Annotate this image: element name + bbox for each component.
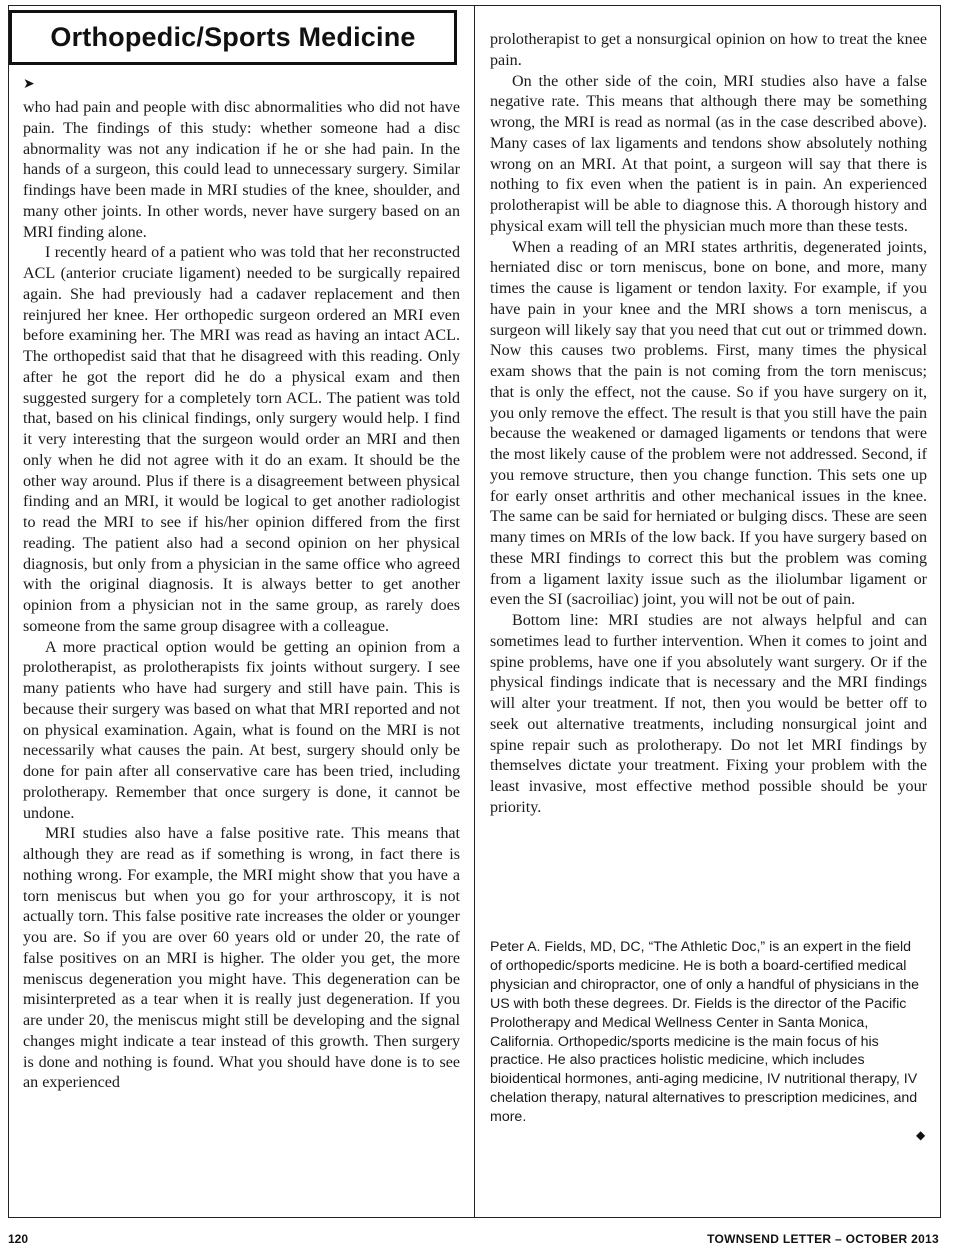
author-bio: Peter A. Fields, MD, DC, “The Athletic Doc,” is an expert in the field of orthopedic/sports medicine. He is both a board-certified medical physician and chiropractor, one of only a handful of physicians in the US with both these degrees. Dr. Fields is the director of the Pacific Prolotherapy and Medical Wellness Center in Santa Monica, California. Orthopedic/sports medicine is the main focus of his practice. He also practices holistic medicine, which includes bioidentical hormones, anti-aging medicine, IV nutritional therapy, IV chelation therapy, natural alternatives to prescription medicines, and more. [490, 939, 920, 1126]
continued-arrow-icon: ➤ [23, 76, 35, 92]
end-of-article-diamond-icon: ◆ [916, 1128, 926, 1142]
section-header-box [9, 10, 457, 65]
left-column [23, 98, 460, 1094]
paragraph: On the other side of the coin, MRI studies also have a false negative rate. This means that although there may be something wrong, the MRI is read as normal (as in the case described above). Many cases of lax ligaments and tendons show absolutely nothing wrong on an MRI. At that point, a surgeon will say that there is nothing to fix even when the patient is in pain. An experienced prolotherapist will be able to diagnose this. A thorough history and physical exam will tell the physician much more than these tests. [490, 72, 927, 235]
page-number: 120 [8, 1232, 29, 1246]
paragraph: Bottom line: MRI studies are not always helpful and can sometimes lead to further intervention. When it comes to joint and spine problems, have one if you absolutely want surgery. Or if the physical findings indicate that is necessary and the MRI findings will alter your treatment. If not, then you would be better off to seek out alternative treatments, including nonsurgical joint and spine repair such as prolotherapy. Do not let MRI findings by themselves dictate your treatment. Fixing your problem with the least invasive, most effective method possible should be your priority. [490, 612, 927, 816]
paragraph: A more practical option would be getting an opinion from a prolotherapist, as prolotherapists fix joints without surgery. I see many patients who have had surgery and still have pain. This is because their surgery was based on what that MRI reported and not on physical examination. Again, what is found on the MRI is not necessarily what causes the pain. At best, surgery should only be done for pain after all conservative care has been tried, including prolotherapy. Remember that once surgery is done, it cannot be undone. [23, 638, 460, 822]
section-title: Orthopedic/Sports Medicine [50, 22, 416, 52]
paragraph: I recently heard of a patient who was told that her reconstructed ACL (anterior cruciate ligament) needed to be surgically repaired again. She had previously had a cadaver replacement and then reinjured her knee. Her orthopedic surgeon ordered an MRI even before examining her. The MRI was read as having an intact ACL. The orthopedist said that that he disagreed with this reading. Only after he got the report did he do a physical exam and then suggested surgery for a completely torn ACL. The patient was told that, based on his clinical findings, only surgery would help. I find it very interesting that the surgeon would order an MRI and then only when he did not agree with it do an exam. It should be the other way around. Plus if there is a disagreement between physical finding and an MRI, it would be logical to get another radiologist to read the MRI to see if his/her opinion differed from the first reading. The patient also had a second opinion on her physical diagnosis, but only from a physician in the same office who agreed with the original diagnosis. It is always better to get another opinion from a physician not in the same group, as rarely does someone from the same group disagree with a colleague. [23, 244, 460, 635]
right-column [490, 30, 927, 819]
paragraph: who had pain and people with disc abnormalities who did not have pain. The findings of this study: whether someone had a disc abnormality was not any indication if he or she had pain. In the hands of a surgeon, this could lead to unnecessary surgery. Similar findings have been made in MRI studies of the knee, shoulder, and many other joints. In other words, never have surgery based on an MRI finding alone. [23, 99, 460, 241]
column-divider [474, 5, 475, 1218]
publication-footer: TOWNSEND LETTER – OCTOBER 2013 [707, 1232, 939, 1246]
paragraph: MRI studies also have a false positive rate. This means that although they are read as if something is wrong, in fact there is nothing wrong. For example, the MRI might show that you have a torn meniscus but when you go for your arthroscopy, it is not actually torn. This false positive rate increases the older or younger you are. So if you are over 60 years old or under 20, the rate of false positives on an MRI is higher. The older you get, the more meniscus degeneration you might have. This degeneration can be misinterpreted as a tear when it is really just degeneration. If you are under 20, the meniscus might still be developing and the signal changes might indicate a tear instead of this growth. Then surgery is done and nothing is found. What you should have done is to see an experienced [23, 825, 460, 1092]
paragraph: When a reading of an MRI states arthritis, degenerated joints, herniated disc or torn meniscus, bone on bone, and more, many times the cause is ligament or tendon laxity. For example, if you have pain in your knee and the MRI shows a torn meniscus, a surgeon will likely say that you need that cut out or trimmed down. Now this causes two problems. First, many times the physical exam shows that the pain is not coming from the torn meniscus; that is only the effect, not the cause. So if you have surgery on it, you only remove the effect. The result is that you still have the pain because the weakened or damaged ligaments or tendons that were the most likely cause of the problem were not addressed. Second, if you remove structure, then you change function. This sets one up for early onset arthritis and other mechanical issues in the knee. The same can be said for herniated or bulging discs. These are seen many times on MRIs of the low back. If you have surgery based on these MRI findings to correct this but the problem was coming from a ligament laxity issue such as the iliolumbar ligament or even the SI (sacroiliac) joint, you will not be out of pain. [490, 238, 927, 609]
paragraph: prolotherapist to get a nonsurgical opinion on how to treat the knee pain. [490, 31, 927, 69]
